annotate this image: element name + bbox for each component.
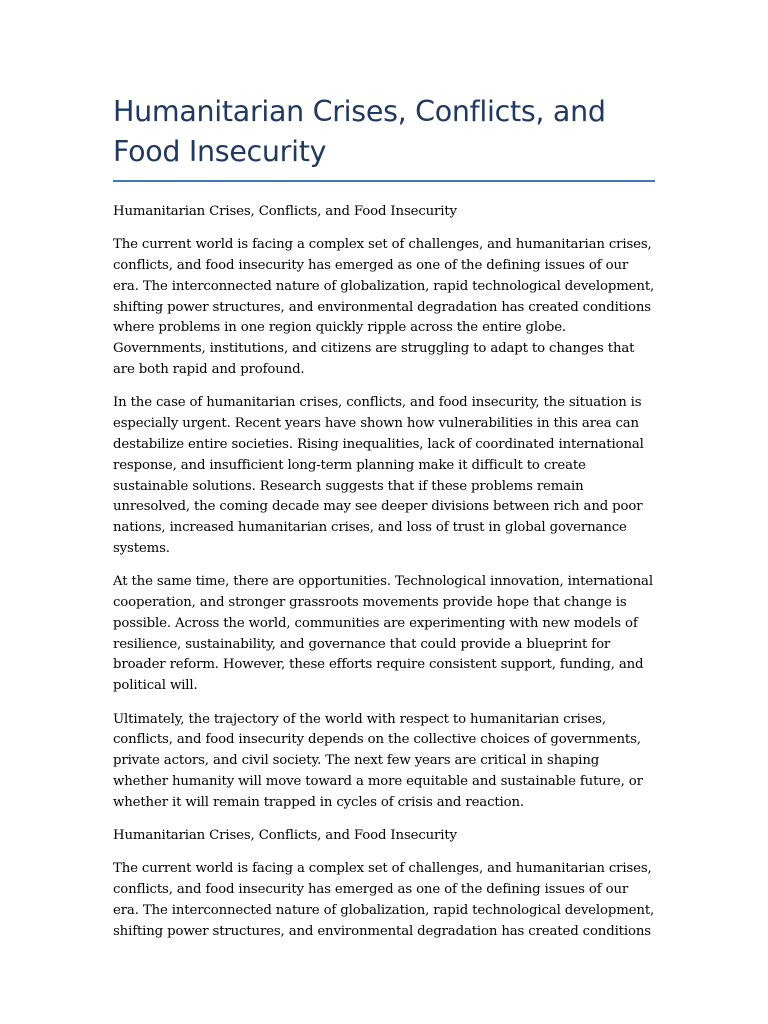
body-paragraph: Ultimately, the trajectory of the world with respect to humanitarian crises, conflicts, and food insecurity depends on the collective choices of governments, private actors, and civil society. The next few years are critical in shaping whether humanity will move toward a more equitable and sustainable future, or whether it will remain trapped in cycles of crisis and reaction.	[113, 711, 643, 810]
body-paragraph: The current world is facing a complex set of challenges, and humanitarian crises, conflicts, and food insecurity has emerged as one of the defining issues of our era. The interconnected nature of globalization, rapid technological development, shifting power structures, and environmental degradation has created conditions where problems in one region quickly ripple across the entire globe. Governments, institutions, and citizens are struggling to adapt to changes that are both rapid and profound.	[113, 237, 655, 378]
body-paragraph: In the case of humanitarian crises, conflicts, and food insecurity, the situation is especially urgent. Recent years have shown how vulnerabilities in this area can destabilize entire societies. Rising inequalities, lack of coordinated international response, and insufficient long-term planning make it difficult to create sustainable solutions. Research suggests that if these problems remain unresolved, the coming decade may see deeper divisions between rich and poor nations, increased humanitarian crises, and loss of trust in global governance systems.	[113, 395, 644, 556]
title-underline	[113, 180, 655, 182]
subheading-paragraph: Humanitarian Crises, Conflicts, and Food Insecurity	[113, 204, 457, 219]
document-page	[113, 92, 655, 955]
body-paragraph: At the same time, there are opportunities. Technological innovation, international cooperation, and stronger grassroots movements provide hope that change is possible. Across the world, communities are experimenting with new models of resilience, sustainability, and governance that could provide a blueprint for broader reform. However, these efforts require consistent support, funding, and political will.	[113, 574, 653, 694]
document-title: Humanitarian Crises, Conflicts, and Food Insecurity	[113, 95, 606, 168]
subheading-paragraph: Humanitarian Crises, Conflicts, and Food Insecurity	[113, 828, 457, 844]
body-paragraph: The current world is facing a complex set of challenges, and humanitarian crises, conflicts, and food insecurity has emerged as one of the defining issues of our era. The interconnected nature of globalization, rapid technological development, shifting power structures, and environmental degradation has created conditions	[113, 861, 655, 939]
